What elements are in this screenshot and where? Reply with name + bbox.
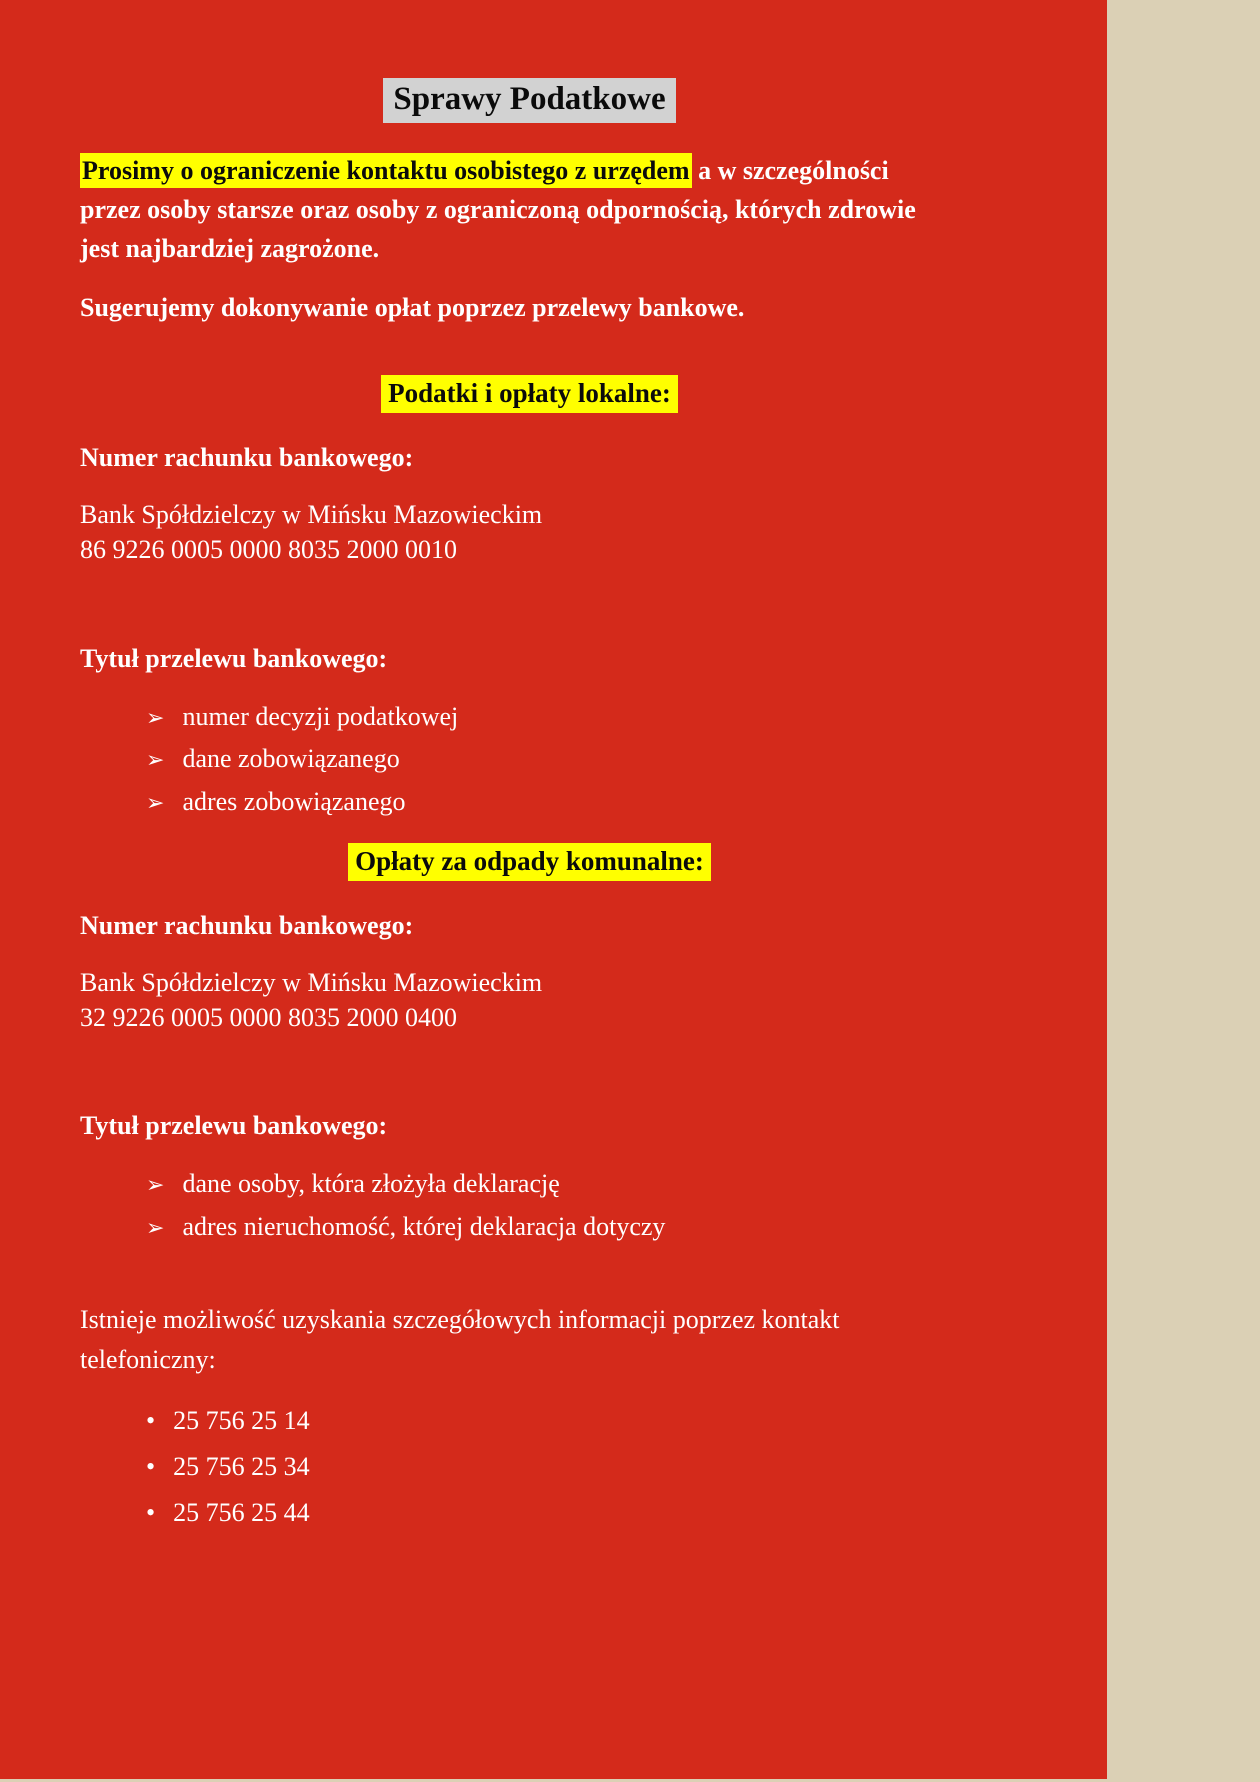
intro-highlight: Prosimy o ograniczenie kontaktu osobistego z urzędem [80, 153, 692, 188]
list-item-text: dane zobowiązanego [182, 744, 400, 774]
list-item-text: dane osoby, która złożyła deklarację [182, 1169, 560, 1199]
section-heading-local-taxes: Podatki i opłaty lokalne: [381, 375, 678, 413]
dot-bullet-icon: • [146, 1406, 156, 1436]
phone-number: 25 756 25 34 [173, 1452, 310, 1482]
list-item-text: numer decyzji podatkowej [182, 701, 459, 731]
transfer-title-list-local-taxes [80, 700, 979, 819]
list-item-text: adres nieruchomość, której deklaracja dotyczy [182, 1212, 666, 1241]
phone-list-item [146, 1450, 979, 1484]
phone-list-item [146, 1496, 979, 1530]
suggestion-paragraph: Sugerujemy dokonywanie opłat poprzez przelewy bankowe. [80, 293, 745, 323]
list-item [146, 1167, 979, 1201]
phone-number: 25 756 25 44 [173, 1497, 310, 1527]
page-title-row [80, 78, 979, 123]
transfer-title-list-waste-fees [80, 1167, 979, 1244]
page-title: Sprawy Podatkowe [383, 78, 675, 123]
arrow-bullet-icon: ➢ [146, 704, 165, 730]
bank-name: Bank Spółdzielczy w Mińsku Mazowieckim [80, 500, 543, 530]
bank-account-number: 32 9226 0005 0000 8035 2000 0400 [80, 1003, 457, 1033]
phone-list-item [146, 1404, 979, 1438]
list-item [146, 1210, 979, 1244]
bank-account-number: 86 9226 0005 0000 8035 2000 0010 [80, 535, 457, 565]
intro-rest: a w szczególności przez osoby starsze oraz osoby z ograniczoną odpornością, których zdrowie jest najbardziej zagrożone. [80, 156, 916, 264]
intro-paragraph [80, 151, 952, 268]
page-right-margin [1107, 0, 1260, 1782]
section-heading-waste-fees: Opłaty za odpady komunalne: [348, 843, 711, 881]
list-item [146, 785, 979, 819]
dot-bullet-icon: • [146, 1497, 156, 1527]
account-number-label: Numer rachunku bankowego: [80, 911, 414, 941]
transfer-title-label: Tytuł przelewu bankowego: [80, 643, 388, 673]
phone-number: 25 756 25 14 [173, 1406, 310, 1436]
list-item [146, 742, 979, 776]
contact-paragraph: Istnieje możliwość uzyskania szczegółowych informacji poprzez kontakt telefoniczny: [80, 1304, 840, 1375]
bank-details-waste-fees [80, 965, 979, 1035]
bank-details-local-taxes [80, 497, 979, 567]
arrow-bullet-icon: ➢ [146, 747, 165, 773]
section-heading-row-local-taxes [80, 375, 979, 413]
dot-bullet-icon: • [146, 1452, 156, 1482]
arrow-bullet-icon: ➢ [146, 790, 165, 816]
list-item-text: adres zobowiązanego [182, 787, 406, 817]
arrow-bullet-icon: ➢ [146, 1215, 165, 1240]
section-heading-row-waste-fees [80, 843, 979, 881]
arrow-bullet-icon: ➢ [146, 1172, 165, 1198]
transfer-title-label: Tytuł przelewu bankowego: [80, 1111, 388, 1141]
bank-name: Bank Spółdzielczy w Mińsku Mazowieckim [80, 968, 543, 998]
phone-list [80, 1404, 979, 1529]
list-item [146, 700, 979, 734]
account-number-label: Numer rachunku bankowego: [80, 443, 414, 473]
